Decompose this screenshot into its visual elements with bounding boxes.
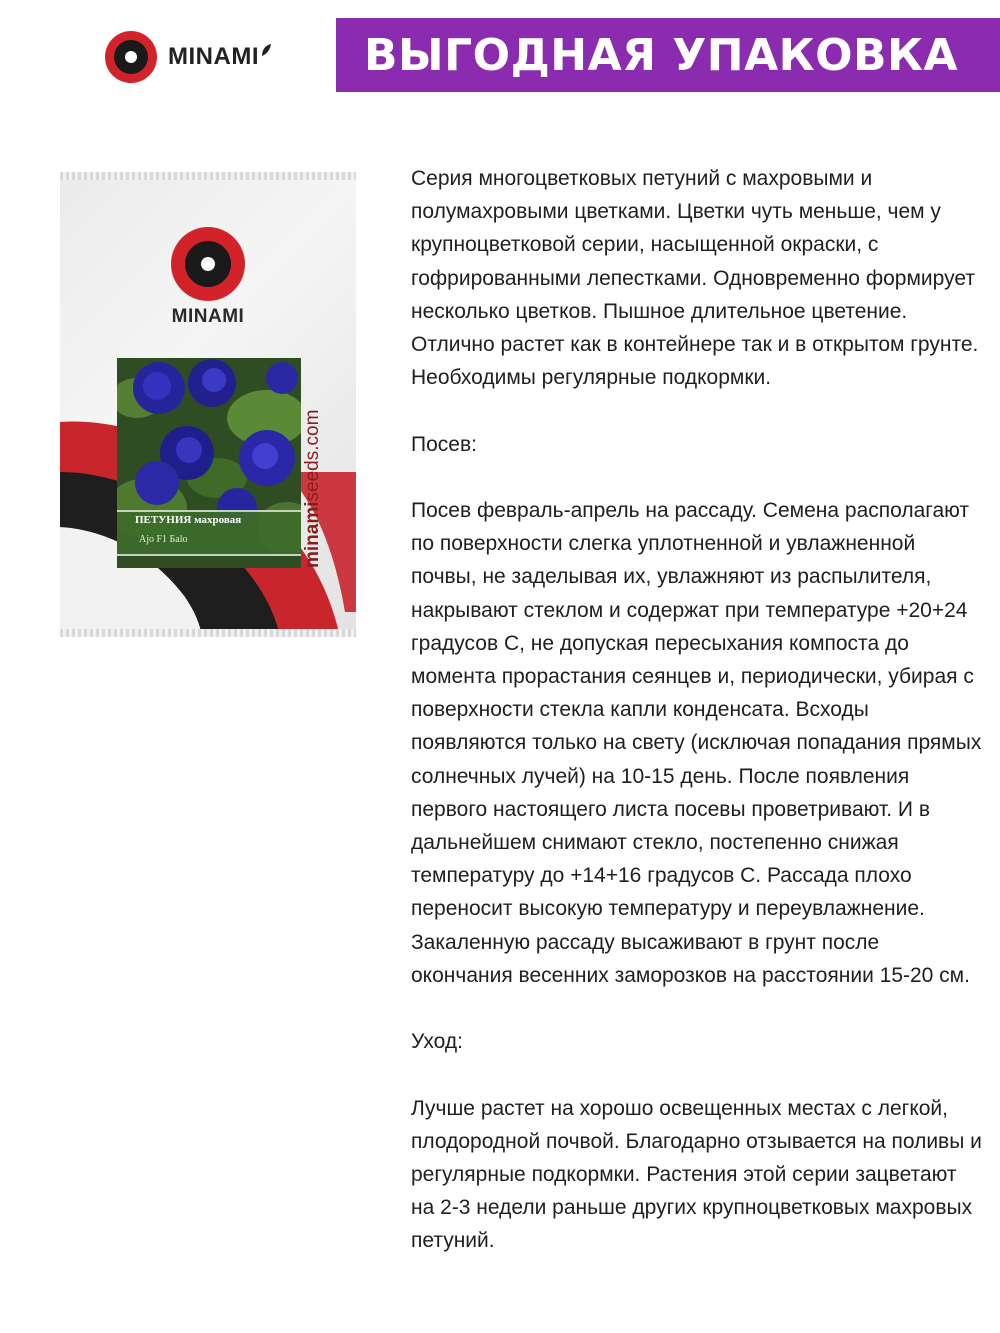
care-heading: Уход: — [411, 1030, 463, 1054]
seed-packet-image — [60, 172, 356, 637]
promo-banner-text: ВЫГОДНАЯ УПАКОВКА — [364, 29, 959, 81]
care-text: Лучше растет на хорошо освещенных местах с легкой, плодородной почвой. Благодарно отзывается на поливы и регулярные подкормки. Растения этой серии зацветают на 2-3 недели раньше других крупноцветковых махровых петуний. — [411, 1096, 982, 1253]
sowing-heading: Посев: — [411, 432, 477, 456]
packet-logo-icon — [170, 226, 246, 302]
description-intro: Серия многоцветковых петуний с махровыми и полумахровыми цветками. Цветки чуть меньше, чем у крупноцветковой серии, насыщенной окраски, с гофрированными лепестками. Одновременно формирует несколько цветков. Пышное длительное цветение. Отлично растет как в контейнере так и в открытом грунте. Необходимы регулярные подкормки. — [411, 167, 979, 390]
product-description — [411, 162, 983, 1258]
petunia-photo — [117, 358, 301, 568]
packet-website — [302, 410, 324, 568]
packet-website-domain: seeds.com — [302, 409, 323, 502]
packet-product-title: ПЕТУНИЯ махровая — [135, 514, 242, 526]
packet-top-edge — [60, 172, 356, 180]
packet-variety-name: Аjo F1 Бalo — [139, 534, 188, 545]
brand-logo — [104, 30, 272, 84]
brand-name: MINAMI — [168, 43, 259, 70]
packet-website-brand: minami — [302, 501, 323, 568]
leaf-icon — [260, 43, 272, 57]
sowing-text: Посев февраль-апрель на рассаду. Семена располагают по поверхности слегка уплотненной и увлажненной почвы, не заделывая их, увлажняют из распылителя, накрывают стеклом и содержат при температуре +20+24 градусов С, не допуская пересыхания компоста до момента прорастания сеянцев и, периодически, убирая с поверхности стекла капли конденсата. Всходы появляются только на свету (исключая попадания прямых солнечных лучей) на 10-15 день. После появления первого настоящего листа посевы проветривают. И в дальнейшем снимают стекло, постепенно снижая температуру до +14+16 градусов С. Рассада плохо переносит высокую температуру и переувлажнение. Закаленную рассаду высаживают в грунт после окончания весенних заморозков на расстоянии 15-20 см. — [411, 499, 982, 987]
packet-bottom-edge — [60, 629, 356, 637]
packet-brand-name: MINAMI — [171, 306, 245, 327]
promo-banner — [336, 18, 1000, 92]
minami-logo-icon — [104, 30, 158, 84]
